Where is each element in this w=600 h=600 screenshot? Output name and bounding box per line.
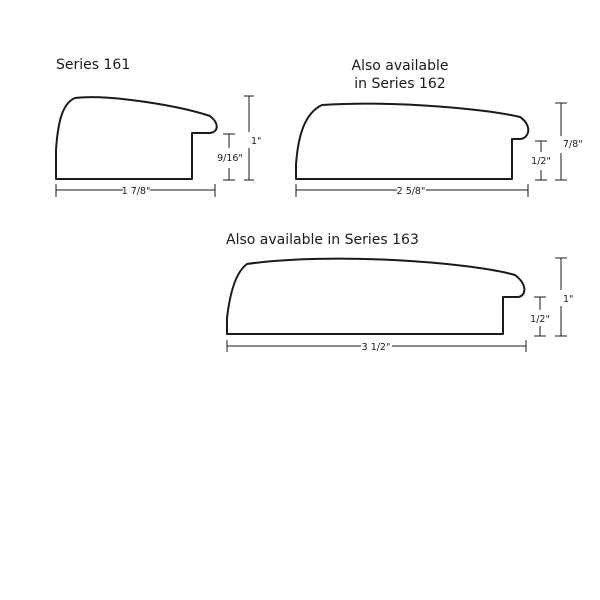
title-series-162-line-1: Also available <box>351 58 449 74</box>
rabbet-label-163: 1/2" <box>530 314 550 325</box>
width-label-162: 2 5/8" <box>396 186 426 197</box>
profile-group-series-163 <box>226 232 573 353</box>
width-label-161: 1 7/8" <box>121 186 151 197</box>
rabbet-label-161: 9/16" <box>217 153 243 164</box>
rabbet-label-162: 1/2" <box>531 156 551 167</box>
height-label-161: 1" <box>251 136 262 147</box>
title-series-162-line-2: in Series 162 <box>354 76 446 92</box>
moulding-profile-163 <box>227 259 524 334</box>
profile-group-series-161 <box>56 57 261 197</box>
title-series-161: Series 161 <box>56 57 131 73</box>
height-label-163: 1" <box>563 294 574 305</box>
moulding-profile-161 <box>56 97 217 179</box>
moulding-profile-162 <box>296 104 528 179</box>
width-label-163: 3 1/2" <box>361 342 391 353</box>
profile-group-series-162 <box>296 58 583 197</box>
height-label-162: 7/8" <box>563 139 583 150</box>
title-series-163: Also available in Series 163 <box>226 232 419 248</box>
